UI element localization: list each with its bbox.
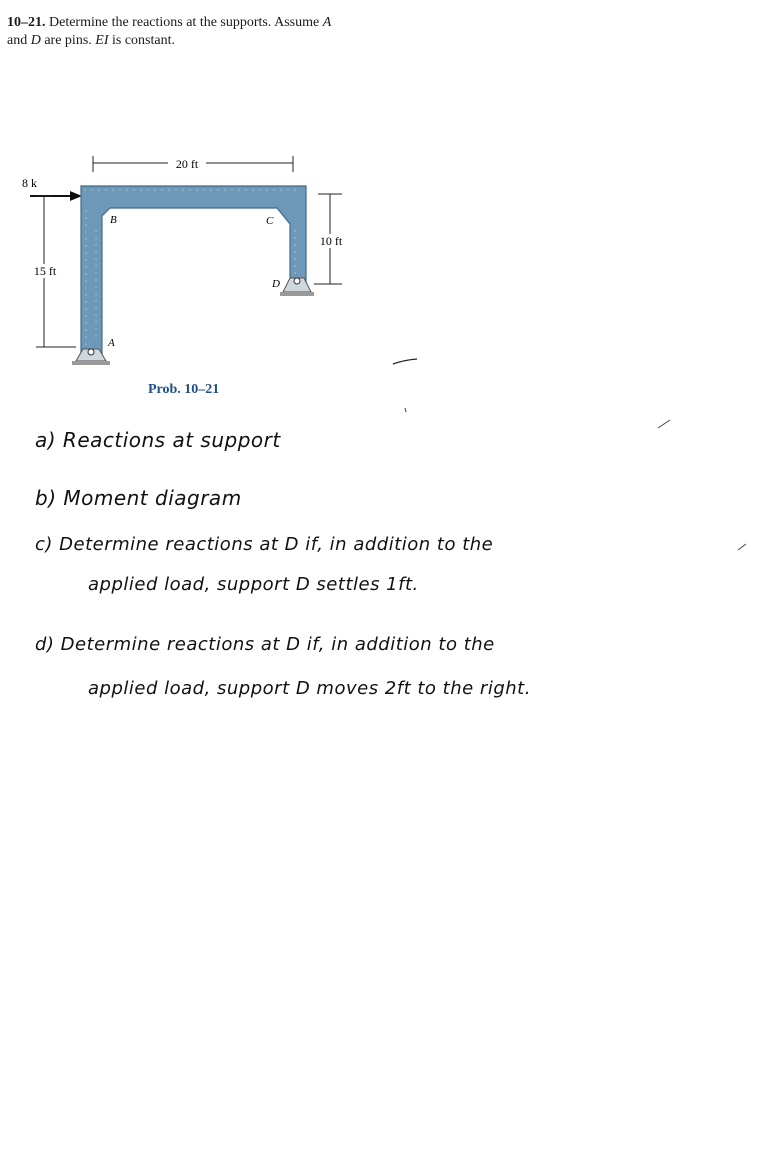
support-a (72, 349, 110, 365)
dim-left-label: 15 ft (33, 264, 57, 278)
frame-figure (0, 150, 420, 380)
var-a: A (322, 15, 332, 30)
problem-text-2a: and (7, 33, 28, 48)
load-label: 8 k (22, 176, 37, 190)
dim-top-label: 20 ft (175, 157, 199, 171)
support-d (280, 278, 314, 296)
var-d: D (30, 33, 41, 48)
pen-mark (393, 359, 417, 364)
label-c: C (266, 215, 274, 227)
note-d-line2: applied load, support D moves 2ft to the right. (88, 678, 531, 699)
figure-caption: Prob. 10–21 (148, 382, 220, 397)
var-ei: EI (95, 33, 109, 48)
problem-text-2b: are pins. (44, 33, 92, 48)
note-c-line1: c) Determine reactions at D if, in addition to the (35, 534, 494, 555)
note-c-line2: applied load, support D settles 1ft. (88, 574, 419, 595)
label-a: A (108, 337, 115, 349)
note-b: b) Moment diagram (35, 486, 242, 510)
load-arrow-head (70, 191, 82, 201)
dim-right-label: 10 ft (319, 234, 343, 248)
problem-text-2c: is constant. (112, 33, 175, 48)
frame-member (81, 186, 306, 353)
label-b: B (110, 214, 117, 226)
note-d-line1: d) Determine reactions at D if, in addition to the (35, 634, 495, 655)
label-d: D (272, 278, 280, 290)
problem-statement (7, 14, 387, 50)
problem-text-1: Determine the reactions at the supports. Assume (49, 15, 320, 30)
problem-number: 10–21. (7, 15, 46, 30)
note-a: a) Reactions at support (35, 428, 281, 452)
